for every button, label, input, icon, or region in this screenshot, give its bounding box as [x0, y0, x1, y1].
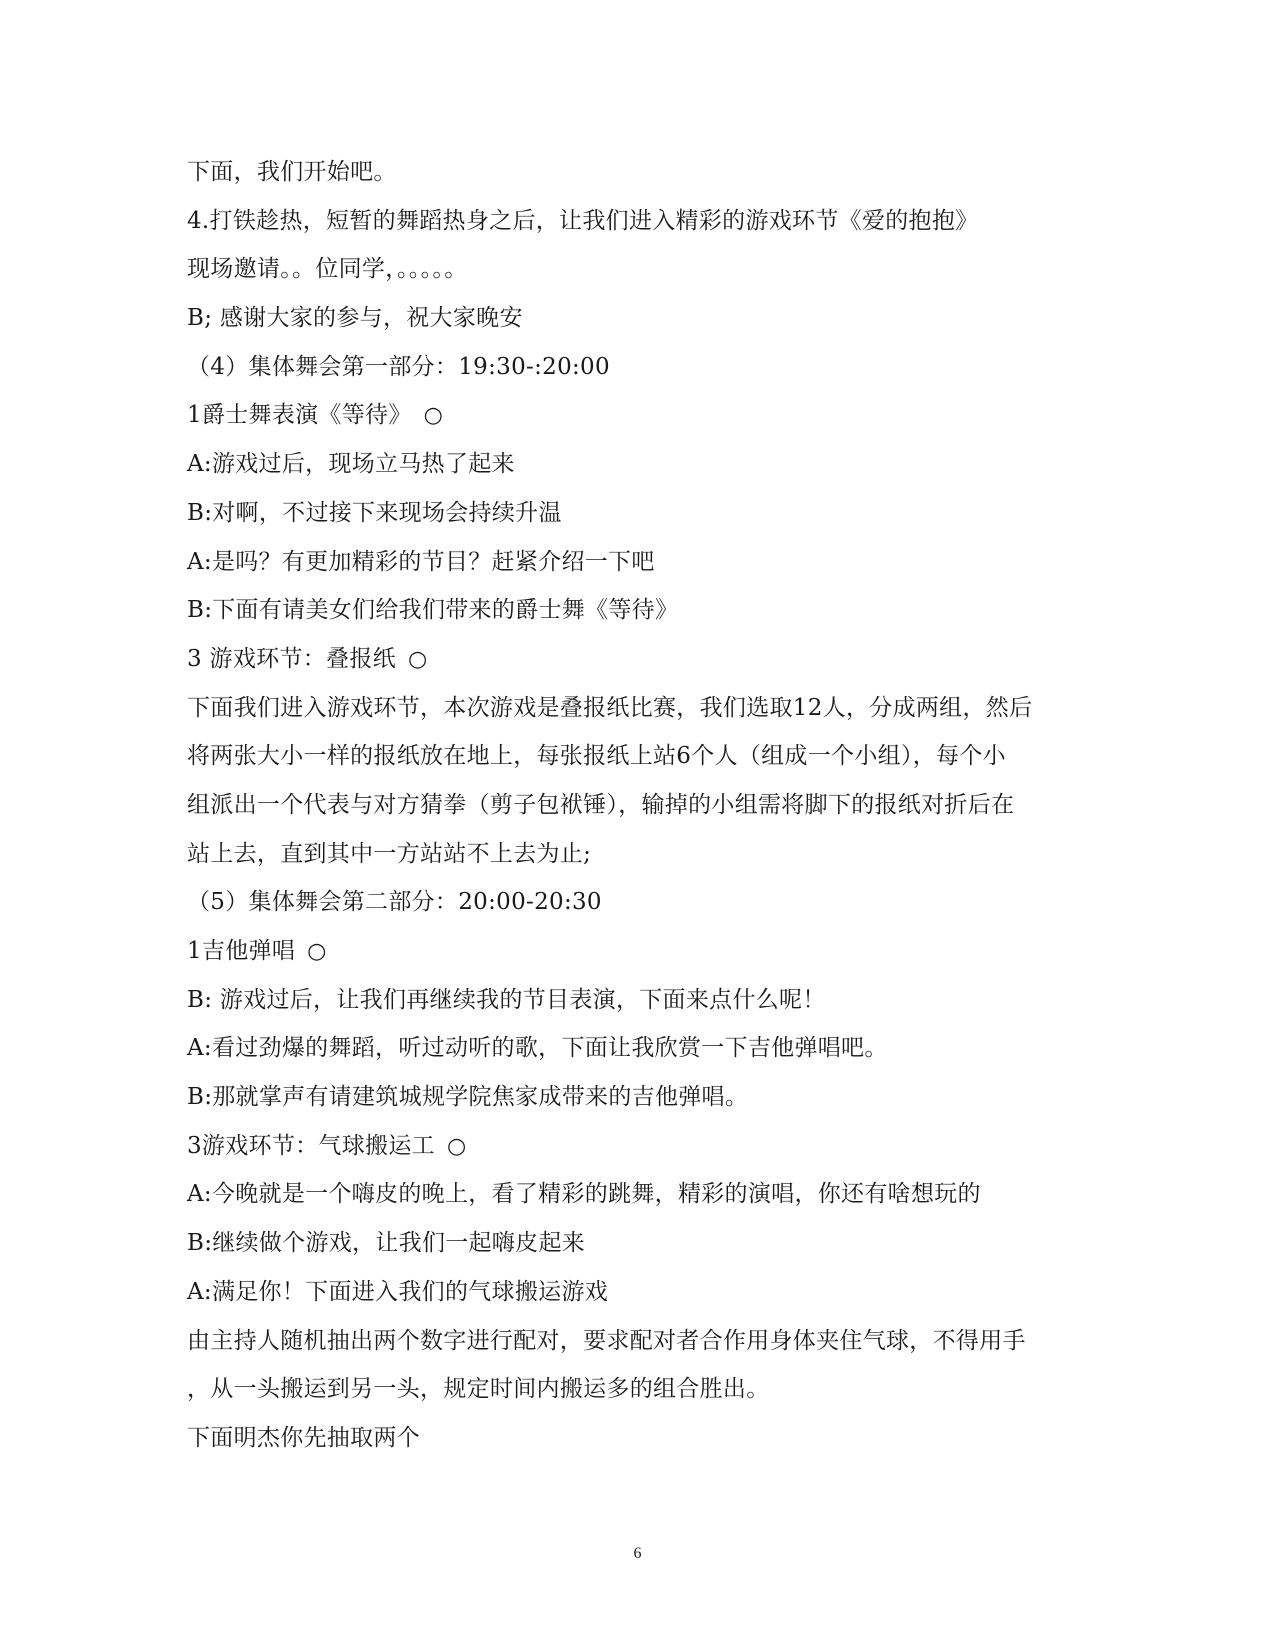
section-heading — [187, 349, 1087, 398]
text-line — [187, 251, 1087, 300]
line-text: A:看过劲爆的舞蹈，听过动听的歌，下面让我欣赏一下吉他弹唱吧。 — [187, 1035, 888, 1062]
line-text: B:那就掌声有请建筑城规学院焦家成带来的吉他弹唱。 — [187, 1084, 749, 1111]
text-line — [187, 1176, 1087, 1225]
line-text: 组派出一个代表与对方猜拳（剪子包袱锤），输掉的小组需将脚下的报纸对折后在 — [187, 791, 1015, 818]
page-number: 6 — [633, 1545, 642, 1562]
program-item — [187, 397, 1087, 446]
line-text: 3游戏环节：气球搬运工 — [187, 1132, 435, 1159]
text-line — [187, 446, 1087, 495]
document-body — [187, 154, 1087, 1469]
program-item — [187, 641, 1087, 690]
program-item — [187, 1128, 1087, 1177]
circle-mark-icon: ○ — [307, 939, 327, 964]
line-text: 站上去，直到其中一方站站不上去为止; — [187, 840, 592, 867]
text-line — [187, 1079, 1087, 1128]
line-text: A:今晚就是一个嗨皮的晚上，看了精彩的跳舞，精彩的演唱，你还有啥想玩的 — [187, 1181, 981, 1208]
text-line — [187, 495, 1087, 544]
text-line — [187, 544, 1087, 593]
text-line — [187, 738, 1087, 787]
text-line — [187, 203, 1087, 252]
line-text: 下面我们进入游戏环节，本次游戏是叠报纸比赛，我们选取12人，分成两组，然后 — [187, 694, 1033, 721]
line-text: （4）集体舞会第一部分：19:30-:20:00 — [187, 353, 610, 380]
line-text: 下面，我们开始吧。 — [187, 159, 397, 185]
line-text: 3 游戏环节：叠报纸 — [187, 645, 396, 672]
line-text: 现场邀请。。位同学，。。。。。 — [187, 256, 468, 283]
line-text: 下面明杰你先抽取两个 — [187, 1424, 420, 1451]
line-text: B; 感谢大家的参与，祝大家晚安 — [187, 305, 523, 332]
circle-mark-icon: ○ — [423, 403, 444, 429]
line-text: 1吉他弹唱 — [187, 938, 296, 964]
line-text: B: 游戏过后，让我们再继续我的节目表演，下面来点什么呢！ — [187, 986, 826, 1013]
text-line — [187, 836, 1087, 885]
text-line — [187, 592, 1087, 641]
line-text: A:游戏过后，现场立马热了起来 — [187, 451, 515, 478]
line-text: A:满足你！下面进入我们的气球搬运游戏 — [187, 1278, 609, 1305]
line-text: B:下面有请美女们给我们带来的爵士舞《等待》 — [187, 597, 679, 624]
text-line — [187, 1323, 1087, 1372]
text-line — [187, 154, 1087, 203]
text-line — [187, 982, 1087, 1031]
text-line — [187, 1371, 1087, 1420]
circle-mark-icon: ○ — [407, 646, 428, 672]
line-text: B:对啊，不过接下来现场会持续升温 — [187, 499, 562, 526]
line-text: 由主持人随机抽出两个数字进行配对，要求配对者合作用身体夹住气球，不得用手 — [187, 1327, 1026, 1354]
line-text: 4.打铁趁热，短暂的舞蹈热身之后，让我们进入精彩的游戏环节《爱的抱抱》 — [187, 207, 979, 234]
text-line — [187, 787, 1087, 836]
line-text: A:是吗？有更加精彩的节目？赶紧介绍一下吧 — [187, 548, 655, 575]
line-text: 将两张大小一样的报纸放在地上，每张报纸上站6个人（组成一个小组），每个小 — [187, 743, 1006, 770]
line-text: ，从一头搬运到另一头，规定时间内搬运多的组合胜出。 — [187, 1376, 770, 1403]
text-line — [187, 1274, 1087, 1323]
section-heading — [187, 884, 1087, 933]
text-line — [187, 1225, 1087, 1274]
text-line — [187, 1030, 1087, 1079]
text-line — [187, 690, 1087, 739]
text-line — [187, 1420, 1087, 1469]
circle-mark-icon: ○ — [446, 1133, 467, 1159]
line-text: （5）集体舞会第二部分：20:00-20:30 — [187, 889, 602, 916]
text-line — [187, 300, 1087, 349]
line-text: B:继续做个游戏，让我们一起嗨皮起来 — [187, 1230, 586, 1257]
program-item — [187, 933, 1087, 982]
line-text: 1爵士舞表演《等待》 — [187, 402, 412, 429]
